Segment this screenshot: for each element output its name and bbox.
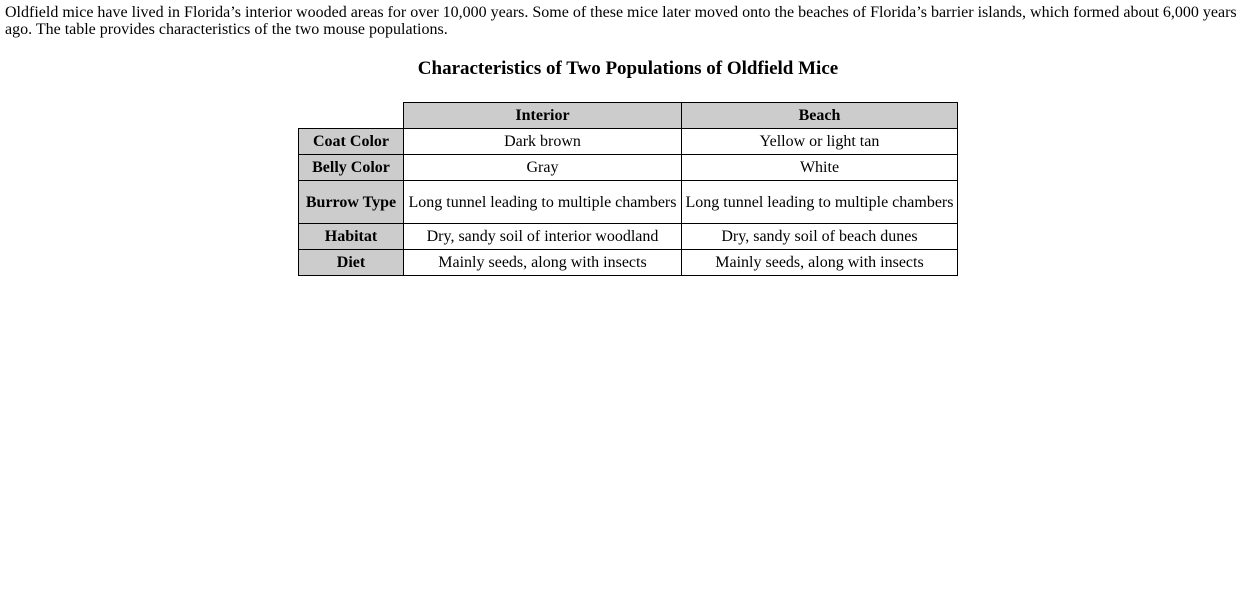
table-row (299, 181, 958, 224)
cell-beach-diet: Mainly seeds, along with insects (682, 250, 958, 276)
cell-interior-diet: Mainly seeds, along with insects (404, 250, 682, 276)
table-row (299, 250, 958, 276)
table-corner-cell (299, 103, 404, 129)
row-header-diet: Diet (299, 250, 404, 276)
cell-beach-belly-color: White (682, 155, 958, 181)
row-header-belly-color: Belly Color (299, 155, 404, 181)
cell-interior-habitat: Dry, sandy soil of interior woodland (404, 224, 682, 250)
column-header-interior: Interior (404, 103, 682, 129)
cell-beach-habitat: Dry, sandy soil of beach dunes (682, 224, 958, 250)
row-header-habitat: Habitat (299, 224, 404, 250)
cell-beach-burrow-type: Long tunnel leading to multiple chambers (682, 181, 958, 224)
table-title: Characteristics of Two Populations of Oldfield Mice (417, 58, 839, 79)
characteristics-table (298, 102, 958, 276)
table-header-row (299, 103, 958, 129)
table-row (299, 155, 958, 181)
intro-paragraph: Oldfield mice have lived in Florida’s interior wooded areas for over 10,000 years. Some of these mice later moved onto the beaches of Florida’s barrier islands, which formed about 6,000 years ago. The table provides characteristics of the two mouse populations. (5, 4, 1237, 38)
row-header-burrow-type: Burrow Type (299, 181, 404, 224)
column-header-beach: Beach (682, 103, 958, 129)
cell-interior-coat-color: Dark brown (404, 129, 682, 155)
table-row (299, 224, 958, 250)
cell-interior-burrow-type: Long tunnel leading to multiple chambers (404, 181, 682, 224)
table-row (299, 129, 958, 155)
cell-beach-coat-color: Yellow or light tan (682, 129, 958, 155)
row-header-coat-color: Coat Color (299, 129, 404, 155)
cell-interior-belly-color: Gray (404, 155, 682, 181)
